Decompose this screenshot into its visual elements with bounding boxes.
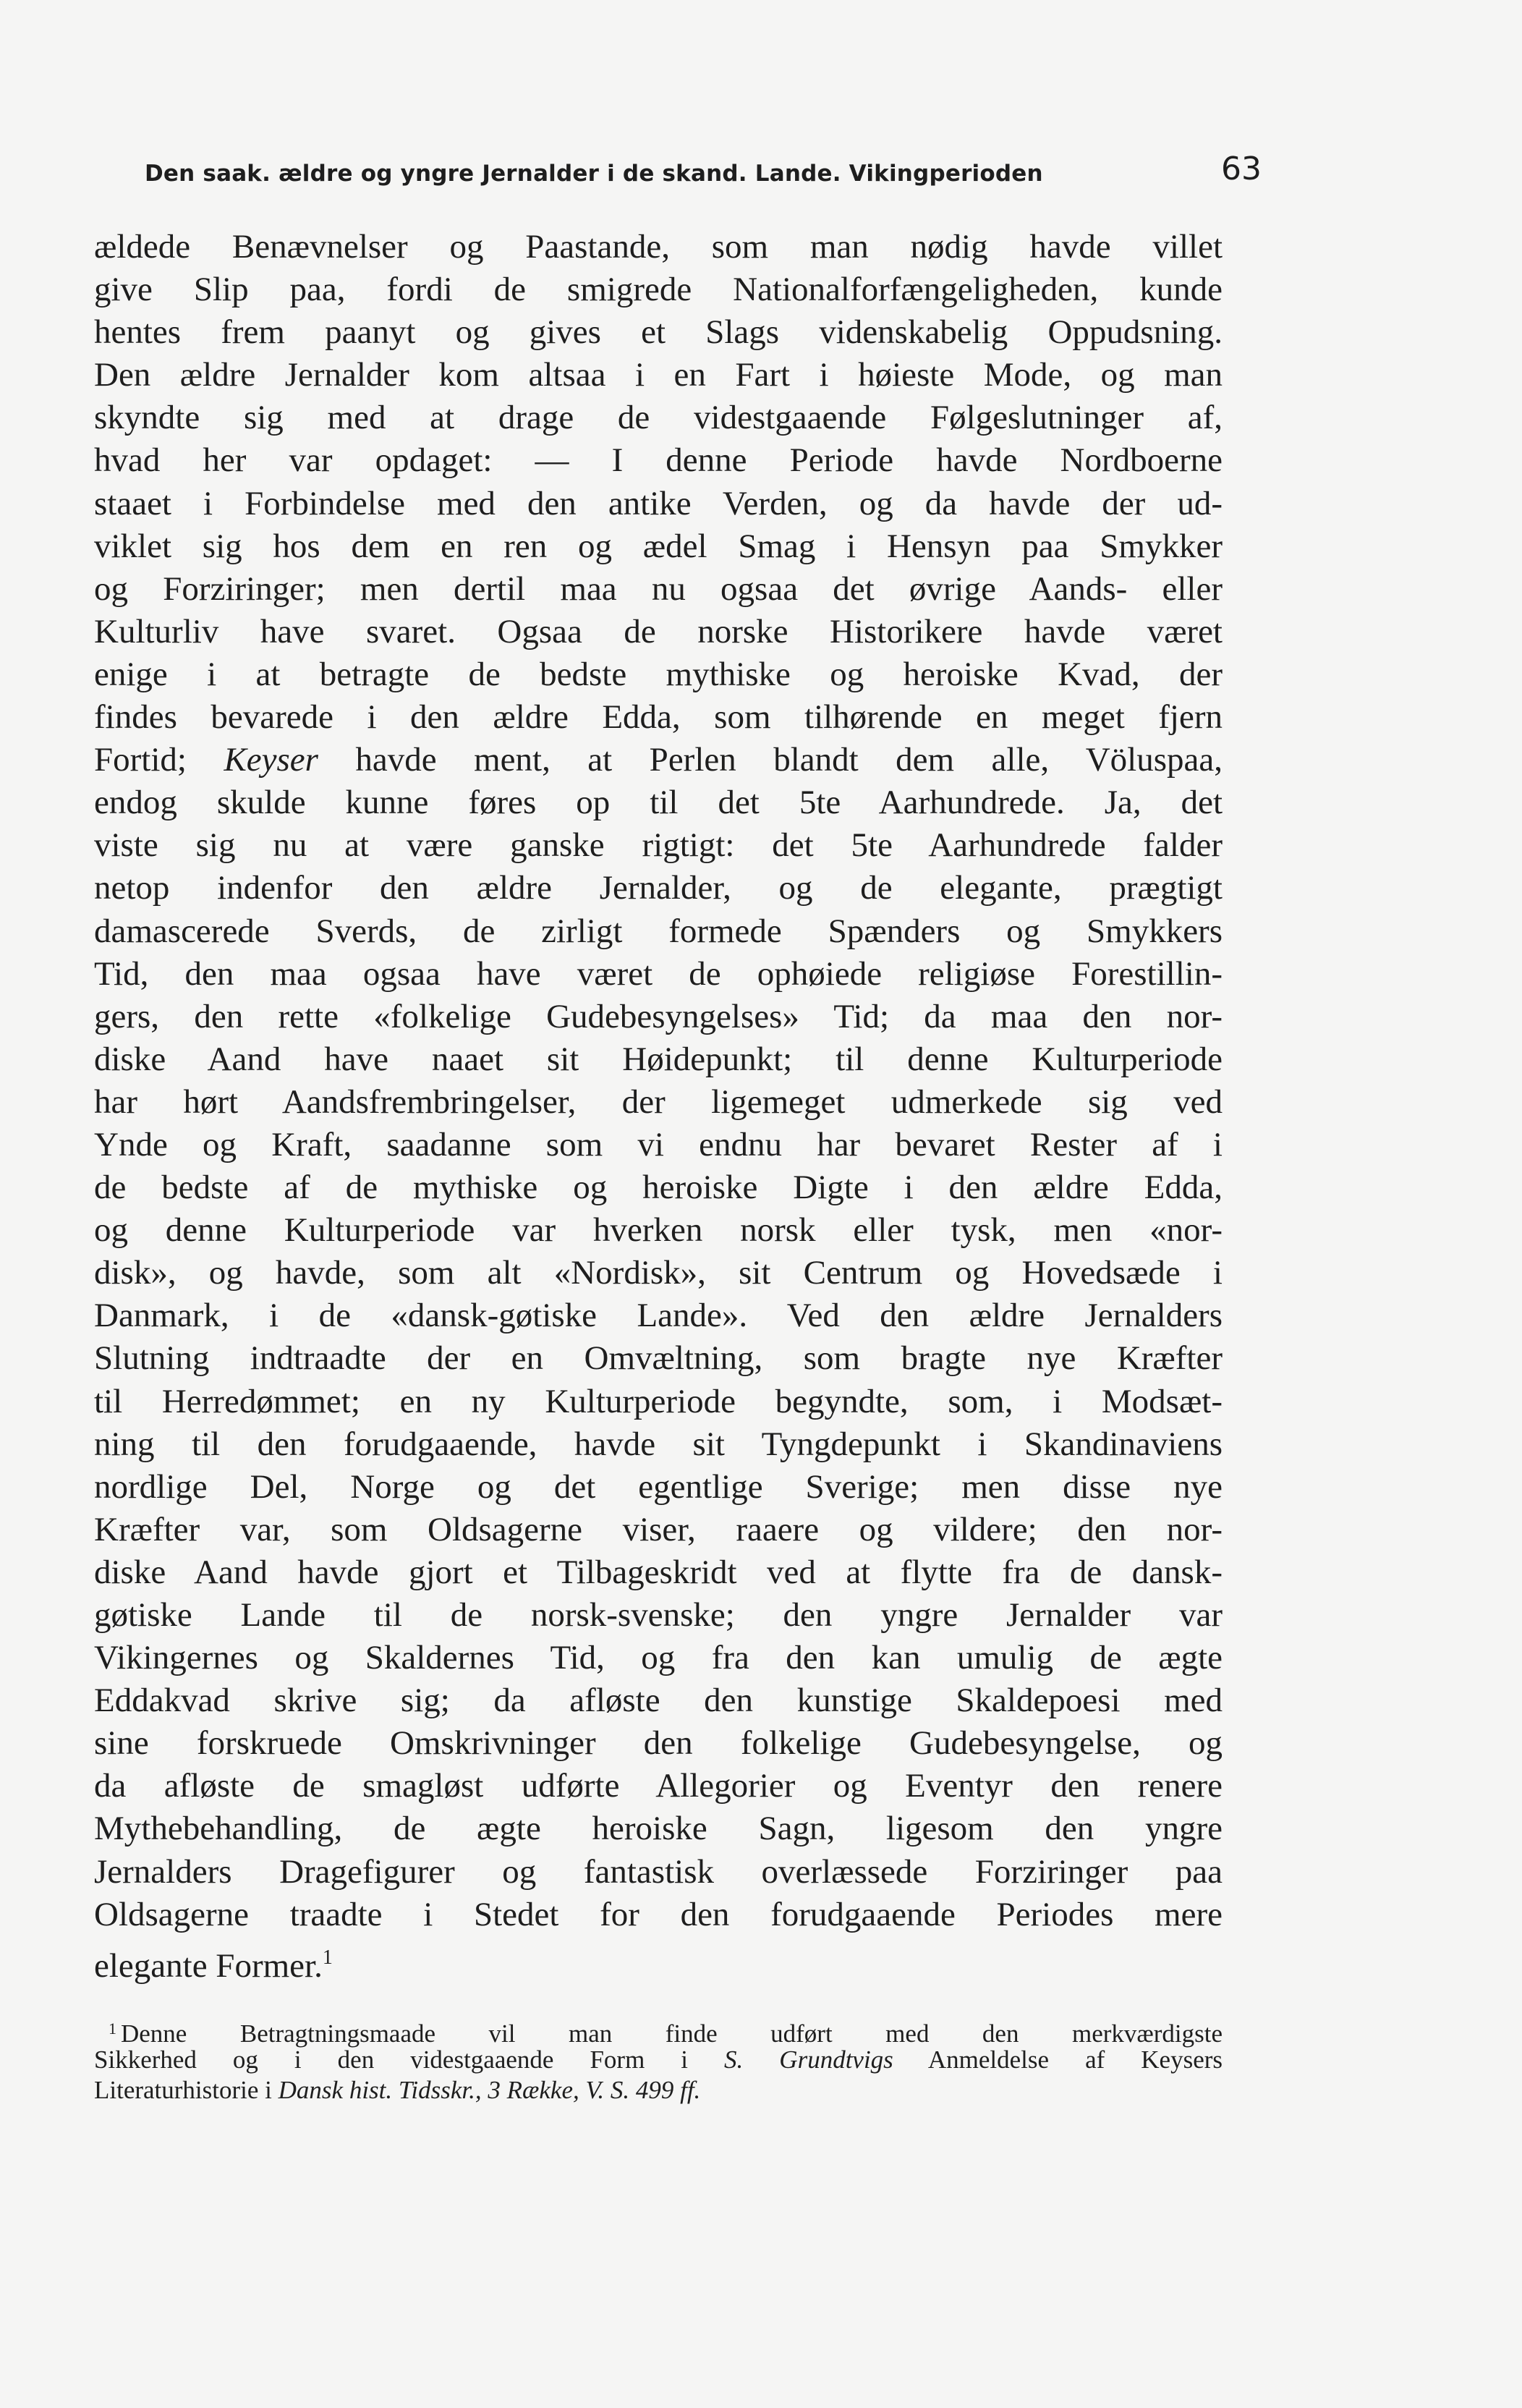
text-line: Den ældre Jernalder kom altsaa i en Fart i høieste Mode, og man	[94, 356, 1223, 394]
text-line: disk», og havde, som alt «Nordisk», sit Centrum og Hovedsæde i	[94, 1254, 1223, 1292]
text-line-keyser	[94, 739, 1223, 781]
text-line: Tid, den maa ogsaa have været de ophøiede religiøse Forestillin-	[94, 954, 1223, 993]
text-segment: Sikkerhed og i den videstgaaende Form i	[94, 2045, 725, 2074]
text-line: staaet i Forbindelse med den antike Verden, og da havde der ud-	[94, 484, 1223, 522]
text-line: endog skulde kunne føres op til det 5te Aarhundrede. Ja, det	[94, 784, 1223, 822]
text-line: Jernalders Dragefigurer og fantastisk overlæssede Forziringer paa	[94, 1852, 1223, 1891]
text-line: Slutning indtraadte der en Omvæltning, som bragte nye Kræfter	[94, 1339, 1223, 1378]
body-text	[94, 226, 1223, 1985]
text-line: damascerede Sverds, de zirligt formede Spænders og Smykkers	[94, 912, 1223, 950]
text-line: netop indenfor den ældre Jernalder, og de elegante, prægtigt	[94, 869, 1223, 907]
running-title: Den saak. ældre og yngre Jernalder i de skand. Lande. Vikingperioden	[145, 161, 1043, 187]
text-line: Ynde og Kraft, saadanne som vi endnu har bevaret Rester af i	[94, 1125, 1223, 1163]
text-segment: Anmeldelse af Keysers	[893, 2045, 1223, 2074]
text-line: Kræfter var, som Oldsagerne viser, raaere og vildere; den nor-	[94, 1510, 1223, 1548]
text-line: enige i at betragte de bedste mythiske og heroiske Kvad, der	[94, 655, 1223, 693]
text-line: de bedste af de mythiske og heroiske Digte i den ældre Edda,	[94, 1169, 1223, 1207]
text-line: Kulturliv have svaret. Ogsaa de norske Historikere havde været	[94, 612, 1223, 650]
footnote-marker: 1	[109, 2019, 116, 2038]
text-line: har hørt Aandsfrembringelser, der ligemeget udmerkede sig ved	[94, 1082, 1223, 1121]
text-line: ning til den forudgaaende, havde sit Tyngdepunkt i Skandinaviens	[94, 1425, 1223, 1463]
text-line: Eddakvad skrive sig; da afløste den kunstige Skaldepoesi med	[94, 1682, 1223, 1720]
text-segment: Denne Betragtningsmaade vil man finde udført med den merkværdigste	[121, 2019, 1223, 2048]
text-segment: havde ment, at Perlen blandt dem alle, Völuspaa,	[318, 741, 1223, 779]
italic-author: S. Grundtvigs	[724, 2045, 893, 2074]
text-line: Mythebehandling, de ægte heroiske Sagn, ligesom den yngre	[94, 1810, 1223, 1848]
text-line: viste sig nu at være ganske rigtigt: det 5te Aarhundrede falder	[94, 826, 1223, 865]
text-line: diske Aand have naaet sit Høidepunkt; til denne Kulturperiode	[94, 1040, 1223, 1078]
text-line: og Forziringer; men dertil maa nu ogsaa det øvrige Aands- eller	[94, 569, 1223, 608]
footnote-line	[94, 2075, 1223, 2106]
text-line-last	[94, 1936, 1223, 1985]
text-line: hentes frem paanyt og gives et Slags videnskabelig Oppudsning.	[94, 313, 1223, 352]
text-line: diske Aand havde gjort et Tilbageskridt ved at flytte fra de dansk-	[94, 1553, 1223, 1591]
text-line: gers, den rette «folkelige Gudebesyngelses» Tid; da maa den nor-	[94, 997, 1223, 1035]
text-line: nordlige Del, Norge og det egentlige Sverige; men disse nye	[94, 1467, 1223, 1506]
text-line: gøtiske Lande til de norsk-svenske; den yngre Jernalder var	[94, 1596, 1223, 1634]
text-line: skyndte sig med at drage de videstgaaende Følgeslutninger af,	[94, 399, 1223, 437]
text-line: viklet sig hos dem en ren og ædel Smag i Hensyn paa Smykker	[94, 527, 1223, 565]
text-line: findes bevarede i den ældre Edda, som tilhørende en meget fjern	[94, 698, 1223, 737]
text-line: hvad her var opdaget: — I denne Periode havde Nordboerne	[94, 441, 1223, 480]
footnote-line	[94, 2045, 1223, 2076]
text-line: Oldsagerne traadte i Stedet for den forudgaaende Periodes mere	[94, 1895, 1223, 1933]
footnote-reference: 1	[322, 1946, 333, 1969]
text-line: give Slip paa, fordi de smigrede Nationalforfængeligheden, kunde	[94, 271, 1223, 309]
footnote	[94, 2014, 1223, 2106]
text-segment: elegante Former.	[94, 1946, 323, 1985]
italic-name-keyser: Keyser	[224, 741, 318, 779]
page-number: 63	[1221, 150, 1262, 187]
text-line: Vikingernes og Skaldernes Tid, og fra den kan umulig de ægte	[94, 1639, 1223, 1677]
text-line: da afløste de smagløst udførte Allegorier og Eventyr den renere	[94, 1767, 1223, 1805]
italic-citation: Dansk hist. Tidsskr., 3 Række, V. S. 499 ff.	[278, 2076, 701, 2104]
text-line: sine forskruede Omskrivninger den folkelige Gudebesyngelse, og	[94, 1724, 1223, 1763]
text-segment: Literaturhistorie i	[94, 2076, 279, 2104]
text-line: til Herredømmet; en ny Kulturperiode begyndte, som, i Modsæt-	[94, 1382, 1223, 1420]
text-line: Danmark, i de «dansk-gøtiske Lande». Ved den ældre Jernalders	[94, 1297, 1223, 1335]
text-line: ældede Benævnelser og Paastande, som man nødig havde villet	[94, 228, 1223, 266]
text-segment: Fortid;	[94, 741, 224, 779]
footnote-line	[94, 2014, 1223, 2048]
running-head	[145, 150, 1262, 201]
text-line: og denne Kulturperiode var hverken norsk eller tysk, men «nor-	[94, 1211, 1223, 1250]
